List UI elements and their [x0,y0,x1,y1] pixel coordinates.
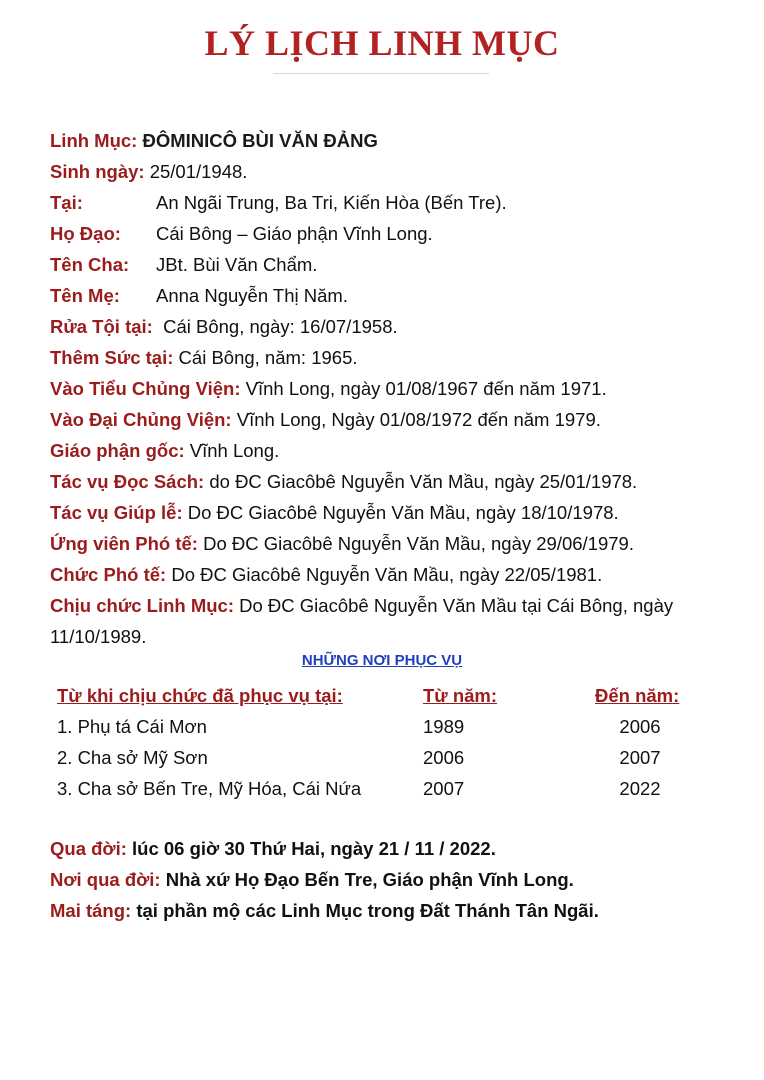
info-value: do ĐC Giacôbê Nguyễn Văn Mầu, ngày 25/01/1978. [209,471,638,492]
info-value: Vĩnh Long, ngày 01/08/1967 đến năm 1971. [245,378,607,399]
table-row [50,773,730,804]
info-label: Tác vụ Giúp lễ: [50,502,183,523]
biography-info [50,125,720,652]
info-value: 25/01/1948. [149,161,248,182]
service-place: 3. Cha sở Bến Tre, Mỹ Hóa, Cái Nứa [57,778,362,799]
info-row-deacon [50,559,720,590]
service-section-title: NHỮNG NƠI PHỤC VỤ [301,652,463,669]
info-label: Vào Tiểu Chủng Viện: [50,378,241,399]
service-from-year: 1989 [423,716,465,737]
service-table [50,680,730,804]
info-row-mother [50,280,720,311]
column-header-to-year: Đến năm: [595,685,680,706]
death-info [50,833,740,926]
info-row-baptism [50,311,720,342]
info-value: Cái Bông, ngày: 16/07/1958. [163,316,398,337]
info-value: lúc 06 giờ 30 Thứ Hai, ngày 21 / 11 / 2022. [132,838,496,859]
service-place: 1. Phụ tá Cái Mơn [57,716,207,737]
info-value: Do ĐC Giacôbê Nguyễn Văn Mầu, ngày 18/10/1978. [187,502,619,523]
info-value: Nhà xứ Họ Đạo Bến Tre, Giáo phận Vĩnh Long. [165,869,574,890]
info-label: Tác vụ Đọc Sách: [50,471,205,492]
info-label: Ứng viên Phó tế: [50,533,198,554]
info-value: Vĩnh Long. [189,440,280,461]
info-value: Do ĐC Giacôbê Nguyễn Văn Mầu, ngày 29/06/1979. [203,533,634,554]
info-row-minor-seminary [50,373,720,404]
info-label: Vào Đại Chủng Viện: [50,409,232,430]
info-row-priest [50,125,720,156]
info-value: Cái Bông, năm: 1965. [178,347,358,368]
service-to-year: 2007 [619,747,661,768]
service-to-year: 2022 [619,778,661,799]
table-row [50,742,730,773]
service-from-year: 2007 [423,778,465,799]
service-to-year: 2006 [619,716,661,737]
info-value: Do ĐC Giacôbê Nguyễn Văn Mầu tại Cái Bông, ngày 11/10/1989. [50,595,674,647]
info-label: Tên Mẹ: [50,285,120,306]
service-place: 2. Cha sở Mỹ Sơn [57,747,208,768]
info-row-lector [50,466,720,497]
info-label: Thêm Sức tại: [50,347,174,368]
column-header-from-year: Từ năm: [423,685,498,706]
death-row-date [50,833,740,864]
info-label: Tên Cha: [50,254,130,275]
death-row-burial [50,895,740,926]
title-divider [273,73,489,74]
service-from-year: 2006 [423,747,465,768]
info-value: Anna Nguyễn Thị Năm. [156,285,348,306]
death-row-place [50,864,740,895]
column-header-place: Từ khi chịu chức đã phục vụ tại: [57,685,343,706]
info-value: Vĩnh Long, Ngày 01/08/1972 đến năm 1979. [236,409,601,430]
info-value: tại phần mộ các Linh Mục trong Đất Thánh Tân Ngãi. [136,900,599,921]
info-value: An Ngãi Trung, Ba Tri, Kiến Hòa (Bến Tre). [156,192,507,213]
table-row [50,711,730,742]
info-label: Họ Đạo: [50,223,121,244]
info-row-parish [50,218,720,249]
info-row-birthplace [50,187,720,218]
info-label: Qua đời: [50,838,127,859]
info-value: Do ĐC Giacôbê Nguyễn Văn Mầu, ngày 22/05/1981. [171,564,603,585]
info-label: Tại: [50,192,83,213]
info-row-confirmation [50,342,720,373]
info-row-home-diocese [50,435,720,466]
info-row-birthdate [50,156,720,187]
info-value-name: ĐÔMINICÔ BÙI VĂN ĐẢNG [142,130,378,151]
info-value: Cái Bông – Giáo phận Vĩnh Long. [156,223,433,244]
info-row-major-seminary [50,404,720,435]
info-row-father [50,249,720,280]
info-label: Chịu chức Linh Mục: [50,595,234,616]
service-table-header [50,680,730,711]
info-value: JBt. Bùi Văn Chẩm. [156,254,318,275]
info-label: Mai táng: [50,900,132,921]
info-row-acolyte [50,497,720,528]
info-row-diaconate-candidate [50,528,720,559]
info-label: Rửa Tội tại: [50,316,153,337]
info-label: Chức Phó tế: [50,564,167,585]
info-label: Nơi qua đời: [50,869,161,890]
info-label: Sinh ngày: [50,161,145,182]
info-row-ordination [50,590,720,652]
info-label: Linh Mục: [50,130,138,151]
info-label: Giáo phận gốc: [50,440,185,461]
page-title: LÝ LỊCH LINH MỤC [204,23,560,63]
